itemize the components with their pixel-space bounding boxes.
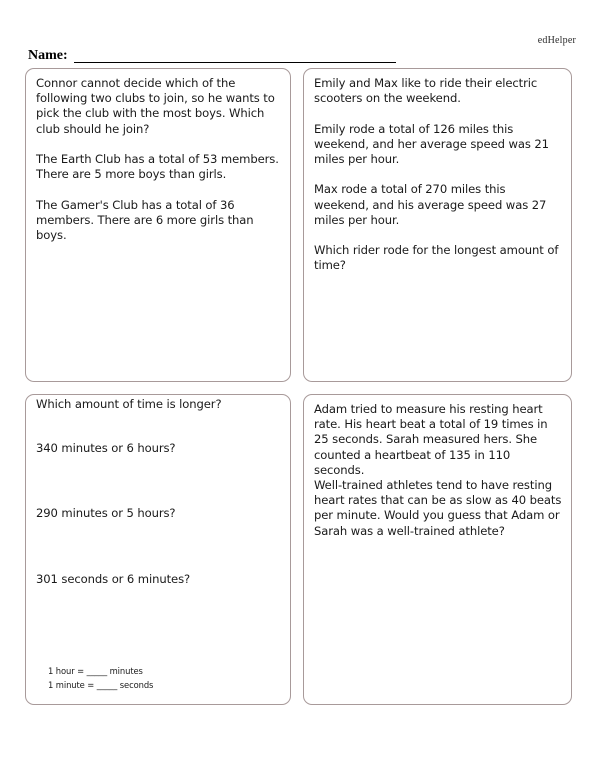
problem-1-paragraph: The Earth Club has a total of 53 members. There are 5 more boys than girls. [36,152,279,182]
problem-1-body [26,69,290,243]
problem-3-conversion-hints [48,664,153,692]
problem-1-paragraph: The Gamer's Club has a total of 36 members. There are 6 more girls than boys. [36,197,254,242]
problem-4-paragraph: Adam tried to measure his resting heart rate. His heart beat a total of 19 times in 25 seconds. Sarah measured hers. She counted a heartbeat of 135 in 110 seconds. [314,402,548,477]
problem-4-body [304,395,571,539]
problem-2-paragraph: Max rode a total of 270 miles this weekend, and his average speed was 27 miles per hour. [314,182,547,227]
problem-2-paragraph: Which rider rode for the longest amount of time? [314,243,559,273]
problem-3-question-2: 290 minutes or 5 hours? [36,506,176,521]
problem-2-paragraph: Emily rode a total of 126 miles this weekend, and her average speed was 21 miles per hour. [314,121,549,166]
problem-2-paragraph: Emily and Max like to ride their electric scooters on the weekend. [314,76,538,106]
name-input-line[interactable] [74,62,396,63]
problem-3-body [26,395,290,587]
problem-box-4 [303,394,572,705]
problem-box-1 [25,68,291,382]
problem-3-question-3: 301 seconds or 6 minutes? [36,571,191,586]
name-label: Name: [28,48,68,63]
problem-2-body [304,69,571,274]
conversion-hint-hour: 1 hour = _____ minutes [48,666,143,676]
problem-box-2 [303,68,572,382]
problem-3-prompt: Which amount of time is longer? [36,397,222,411]
problem-3-question-1: 340 minutes or 6 hours? [36,441,176,456]
problem-box-3 [25,394,291,705]
problem-4-paragraph: Well-trained athletes tend to have resting heart rates that can be as slow as 40 beats per minute. Would you guess that Adam or Sarah was a well-trained athlete? [314,478,562,538]
edhelper-logo: edHelper [537,35,576,46]
conversion-hint-minute: 1 minute = _____ seconds [48,680,154,690]
problem-1-paragraph: Connor cannot decide which of the following two clubs to join, so he wants to pick the club with the most boys. Which club should he join? [36,76,275,136]
name-field-row [28,48,373,66]
